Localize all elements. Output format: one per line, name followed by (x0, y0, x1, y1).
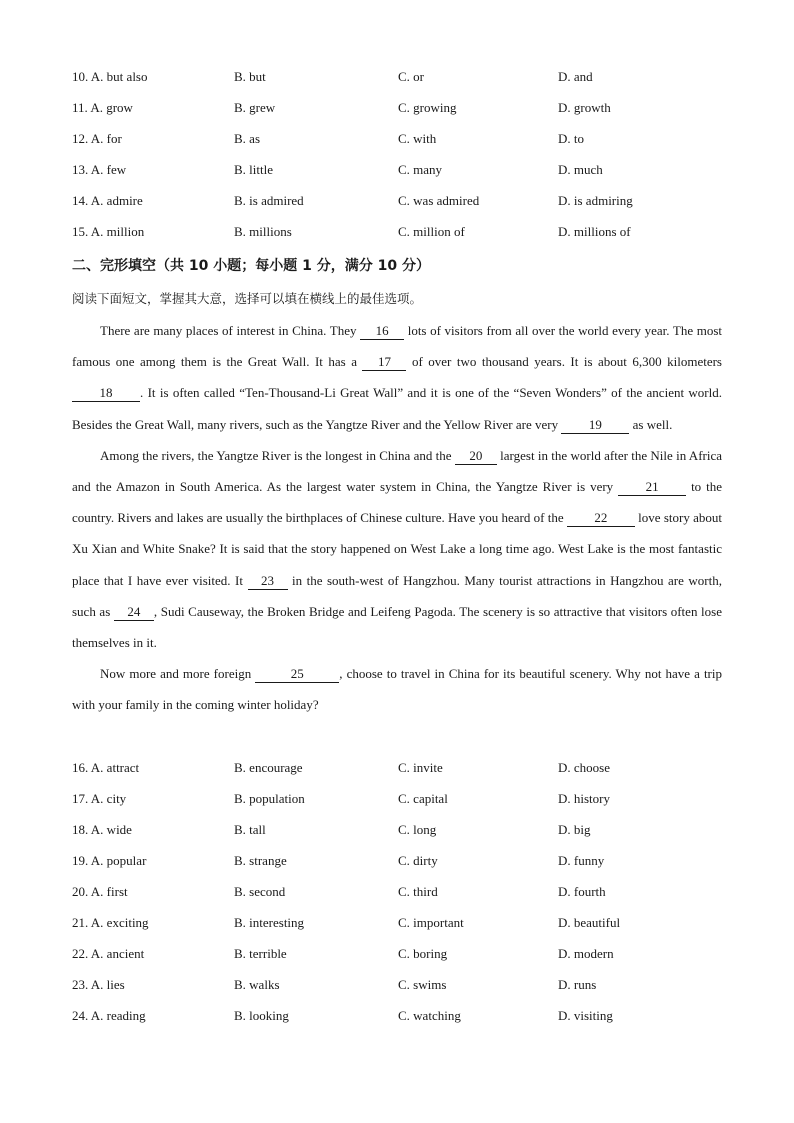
options-list-part1 (72, 68, 722, 254)
option-d: D. funny (558, 853, 605, 868)
option-b: B. interesting (234, 915, 305, 930)
option-a: 19. A. popular (72, 853, 147, 868)
option-b: B. population (234, 791, 305, 806)
option-d: D. big (558, 822, 591, 837)
section-heading: 二、完形填空（共 10 小题；每小题 1 分，满分 10 分） (72, 258, 430, 274)
question-options-row (72, 883, 722, 914)
question-options-row (72, 68, 722, 99)
blank-18: 18 (72, 385, 140, 402)
option-b: B. is admired (234, 193, 304, 208)
blank-22: 22 (567, 510, 635, 527)
option-d: D. runs (558, 977, 597, 992)
blank-23: 23 (248, 573, 288, 590)
option-a: 24. A. reading (72, 1008, 146, 1023)
question-options-row (72, 99, 722, 130)
option-a: 15. A. million (72, 224, 145, 239)
option-d: D. modern (558, 946, 614, 961)
option-b: B. tall (234, 822, 266, 837)
option-c: C. invite (398, 760, 443, 775)
option-d: D. choose (558, 760, 610, 775)
option-d: D. fourth (558, 884, 606, 899)
question-options-row (72, 1007, 722, 1038)
option-a: 18. A. wide (72, 822, 132, 837)
question-options-row (72, 852, 722, 883)
question-options-row (72, 192, 722, 223)
option-b: B. second (234, 884, 286, 899)
options-list-part2 (72, 759, 722, 1038)
option-c: C. with (398, 131, 437, 146)
option-d: D. and (558, 69, 593, 84)
option-d: D. to (558, 131, 584, 146)
question-options-row (72, 223, 722, 254)
option-c: C. third (398, 884, 438, 899)
option-b: B. looking (234, 1008, 289, 1023)
question-options-row (72, 759, 722, 790)
passage-paragraph: Among the rivers, the Yangtze River is the longest in China and the 20 largest in the world after the Nile in Africa and the Amazon in South America. As the largest water system in China, the Yangtze River is very 21 to the country. Rivers and lakes are usually the birthplaces of Chinese culture. Have you heard of the 22 love story about Xu Xian and White Snake? It is said that the story happened on West Lake a long time ago. West Lake is the most fantastic place that I have ever visited. It 23 in the south-west of Hangzhou. Many tourist attractions in Hangzhou are worth, such as 24 , Sudi Causeway, the Broken Bridge and Leifeng Pagoda. The scenery is so attractive that visitors often lose themselves in it. (72, 447, 722, 651)
option-c: C. or (398, 69, 424, 84)
option-a: 12. A. for (72, 131, 122, 146)
option-a: 22. A. ancient (72, 946, 145, 961)
option-b: B. little (234, 162, 273, 177)
question-options-row (72, 976, 722, 1007)
option-a: 11. A. grow (72, 100, 133, 115)
question-options-row (72, 161, 722, 192)
option-b: B. as (234, 131, 260, 146)
option-c: C. boring (398, 946, 448, 961)
option-a: 16. A. attract (72, 760, 140, 775)
option-c: C. capital (398, 791, 448, 806)
option-b: B. walks (234, 977, 280, 992)
option-a: 23. A. lies (72, 977, 125, 992)
option-b: B. terrible (234, 946, 287, 961)
option-b: B. but (234, 69, 266, 84)
option-d: D. much (558, 162, 603, 177)
blank-21: 21 (618, 479, 686, 496)
option-a: 21. A. exciting (72, 915, 149, 930)
option-c: C. many (398, 162, 443, 177)
blank-24: 24 (114, 604, 154, 621)
option-d: D. history (558, 791, 610, 806)
option-b: B. encourage (234, 760, 303, 775)
option-c: C. dirty (398, 853, 438, 868)
question-options-row (72, 914, 722, 945)
section-instruction: 阅读下面短文，掌握其大意，选择可以填在横线上的最佳选项。 (72, 291, 423, 306)
option-c: C. important (398, 915, 464, 930)
option-a: 10. A. but also (72, 69, 148, 84)
option-c: C. was admired (398, 193, 480, 208)
passage-paragraph: Now more and more foreign 25 , choose to travel in China for its beautiful scenery. Why not have a trip with your family in the coming winter holiday? (72, 666, 722, 713)
option-b: B. strange (234, 853, 287, 868)
option-d: D. millions of (558, 224, 631, 239)
blank-20: 20 (455, 448, 497, 465)
option-c: C. growing (398, 100, 457, 115)
option-d: D. growth (558, 100, 611, 115)
option-d: D. is admiring (558, 193, 633, 208)
option-a: 17. A. city (72, 791, 127, 806)
option-b: B. grew (234, 100, 276, 115)
option-d: D. visiting (558, 1008, 613, 1023)
blank-25: 25 (255, 666, 339, 683)
blank-16: 16 (360, 323, 404, 340)
cloze-passage (72, 315, 722, 721)
question-options-row (72, 945, 722, 976)
option-c: C. swims (398, 977, 447, 992)
question-options-row (72, 130, 722, 161)
blank-19: 19 (561, 417, 629, 434)
passage-paragraph: There are many places of interest in China. They 16 lots of visitors from all over the world every year. The most famous one among them is the Great Wall. It has a 17 of over two thousand years. It is about 6,300 kilometers 18 . It is often called “Ten-Thousand-Li Great Wall” and it is one of the “Seven Wonders” of the ancient world. Besides the Great Wall, many rivers, such as the Yangtze River and the Yellow River are very 19 as well. (72, 323, 723, 432)
option-c: C. long (398, 822, 437, 837)
option-a: 13. A. few (72, 162, 127, 177)
option-d: D. beautiful (558, 915, 621, 930)
blank-17: 17 (362, 354, 406, 371)
question-options-row (72, 790, 722, 821)
option-c: C. million of (398, 224, 465, 239)
option-a: 20. A. first (72, 884, 128, 899)
option-c: C. watching (398, 1008, 461, 1023)
question-options-row (72, 821, 722, 852)
option-b: B. millions (234, 224, 292, 239)
option-a: 14. A. admire (72, 193, 143, 208)
